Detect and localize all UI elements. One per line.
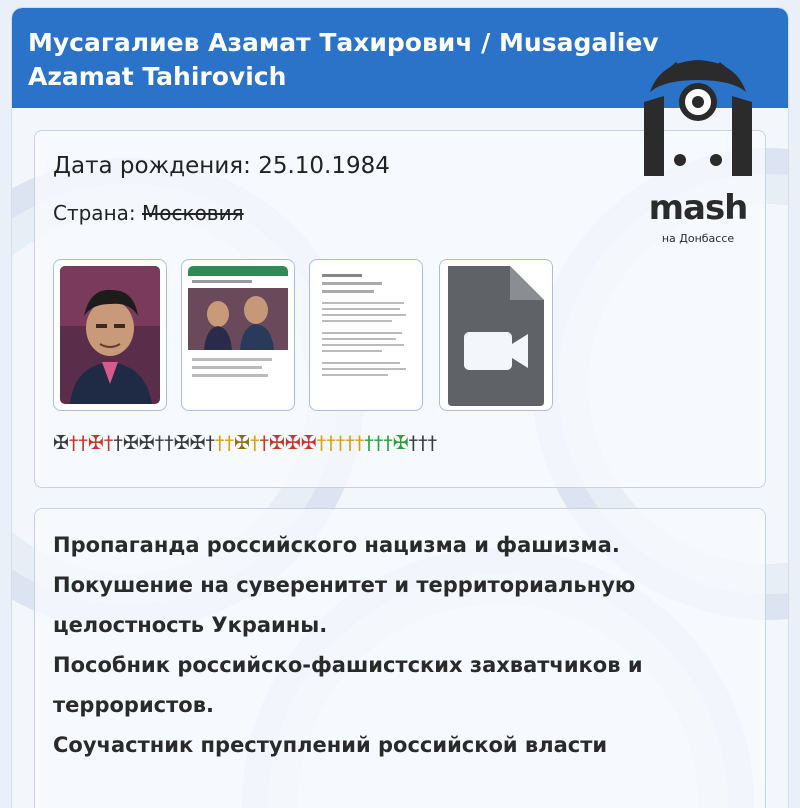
thumbnail-document[interactable] — [309, 259, 423, 411]
charge-line: Пропаганда российского нацизма и фашизма. — [53, 533, 620, 557]
mash-logo-subtitle: на Донбассе — [661, 232, 735, 245]
charge-line: Покушение на суверенитет и территориальную — [53, 573, 636, 597]
cross-marker: ✠ — [53, 432, 69, 454]
mash-logo-icon — [636, 56, 760, 186]
country-value: Московия — [142, 201, 244, 225]
birth-date-value: 25.10.1984 — [258, 153, 390, 179]
cross-marker: ✠ — [173, 432, 190, 454]
cross-marker: † — [427, 432, 438, 454]
person-name-title: Мусагалиев Азамат Тахирович / Musagaliev Azamat Tahirovich — [28, 28, 659, 91]
cross-marker: † — [164, 432, 174, 454]
charges-card — [34, 508, 766, 808]
cross-marker: † — [205, 432, 216, 454]
cross-marker: † — [418, 432, 428, 454]
document-illustration — [316, 266, 416, 404]
cross-markers-row — [53, 431, 437, 455]
birth-date-row — [53, 153, 390, 179]
cross-marker: ✠ — [392, 432, 409, 454]
cross-marker: † — [68, 432, 79, 454]
cross-marker: † — [215, 432, 225, 454]
cross-marker: † — [364, 432, 374, 454]
cross-marker: † — [259, 432, 269, 454]
cross-marker: ✠ — [284, 432, 301, 454]
cross-marker: ✠ — [189, 432, 206, 454]
cross-marker: † — [78, 432, 88, 454]
video-file-icon — [440, 260, 552, 410]
cross-marker: † — [113, 432, 123, 454]
cross-marker: † — [354, 432, 365, 454]
screenshot-illustration — [188, 266, 288, 404]
mash-watermark — [636, 56, 760, 246]
charge-line: целостность Украины. — [53, 613, 328, 637]
cross-marker: † — [383, 432, 393, 454]
document-image — [316, 266, 416, 404]
cross-marker: † — [373, 432, 384, 454]
cross-marker: † — [345, 432, 355, 454]
country-row — [53, 201, 244, 225]
cross-marker: ✠ — [138, 432, 155, 454]
thumbnail-video-screenshot[interactable] — [181, 259, 295, 411]
cross-marker: † — [224, 432, 235, 454]
cross-marker: ✠ — [234, 432, 250, 454]
cross-marker: ✠ — [87, 432, 104, 454]
portrait-image — [60, 266, 160, 404]
cross-marker: † — [154, 432, 165, 454]
thumbnail-video-file[interactable] — [439, 259, 553, 411]
cross-marker: ✠ — [268, 432, 285, 454]
cross-marker: † — [408, 432, 419, 454]
cross-marker: † — [335, 432, 346, 454]
cross-marker: † — [103, 432, 114, 454]
mash-logo-word: mash — [648, 188, 748, 228]
charge-line: Пособник российско-фашистских захватчиков и — [53, 653, 643, 677]
charges-text — [53, 525, 753, 765]
charge-line: Соучастник преступлений российской власти — [53, 733, 608, 757]
birth-date-label: Дата рождения: — [53, 153, 251, 179]
video-screenshot-image — [188, 266, 288, 404]
cross-marker: † — [326, 432, 336, 454]
cross-marker: † — [249, 432, 260, 454]
charge-line: террористов. — [53, 693, 214, 717]
cross-marker: ✠ — [300, 432, 317, 454]
portrait-illustration — [60, 266, 160, 404]
cross-marker: ✠ — [122, 432, 139, 454]
cross-marker: † — [316, 432, 327, 454]
country-label: Страна: — [53, 201, 136, 225]
thumbnail-portrait[interactable] — [53, 259, 167, 411]
